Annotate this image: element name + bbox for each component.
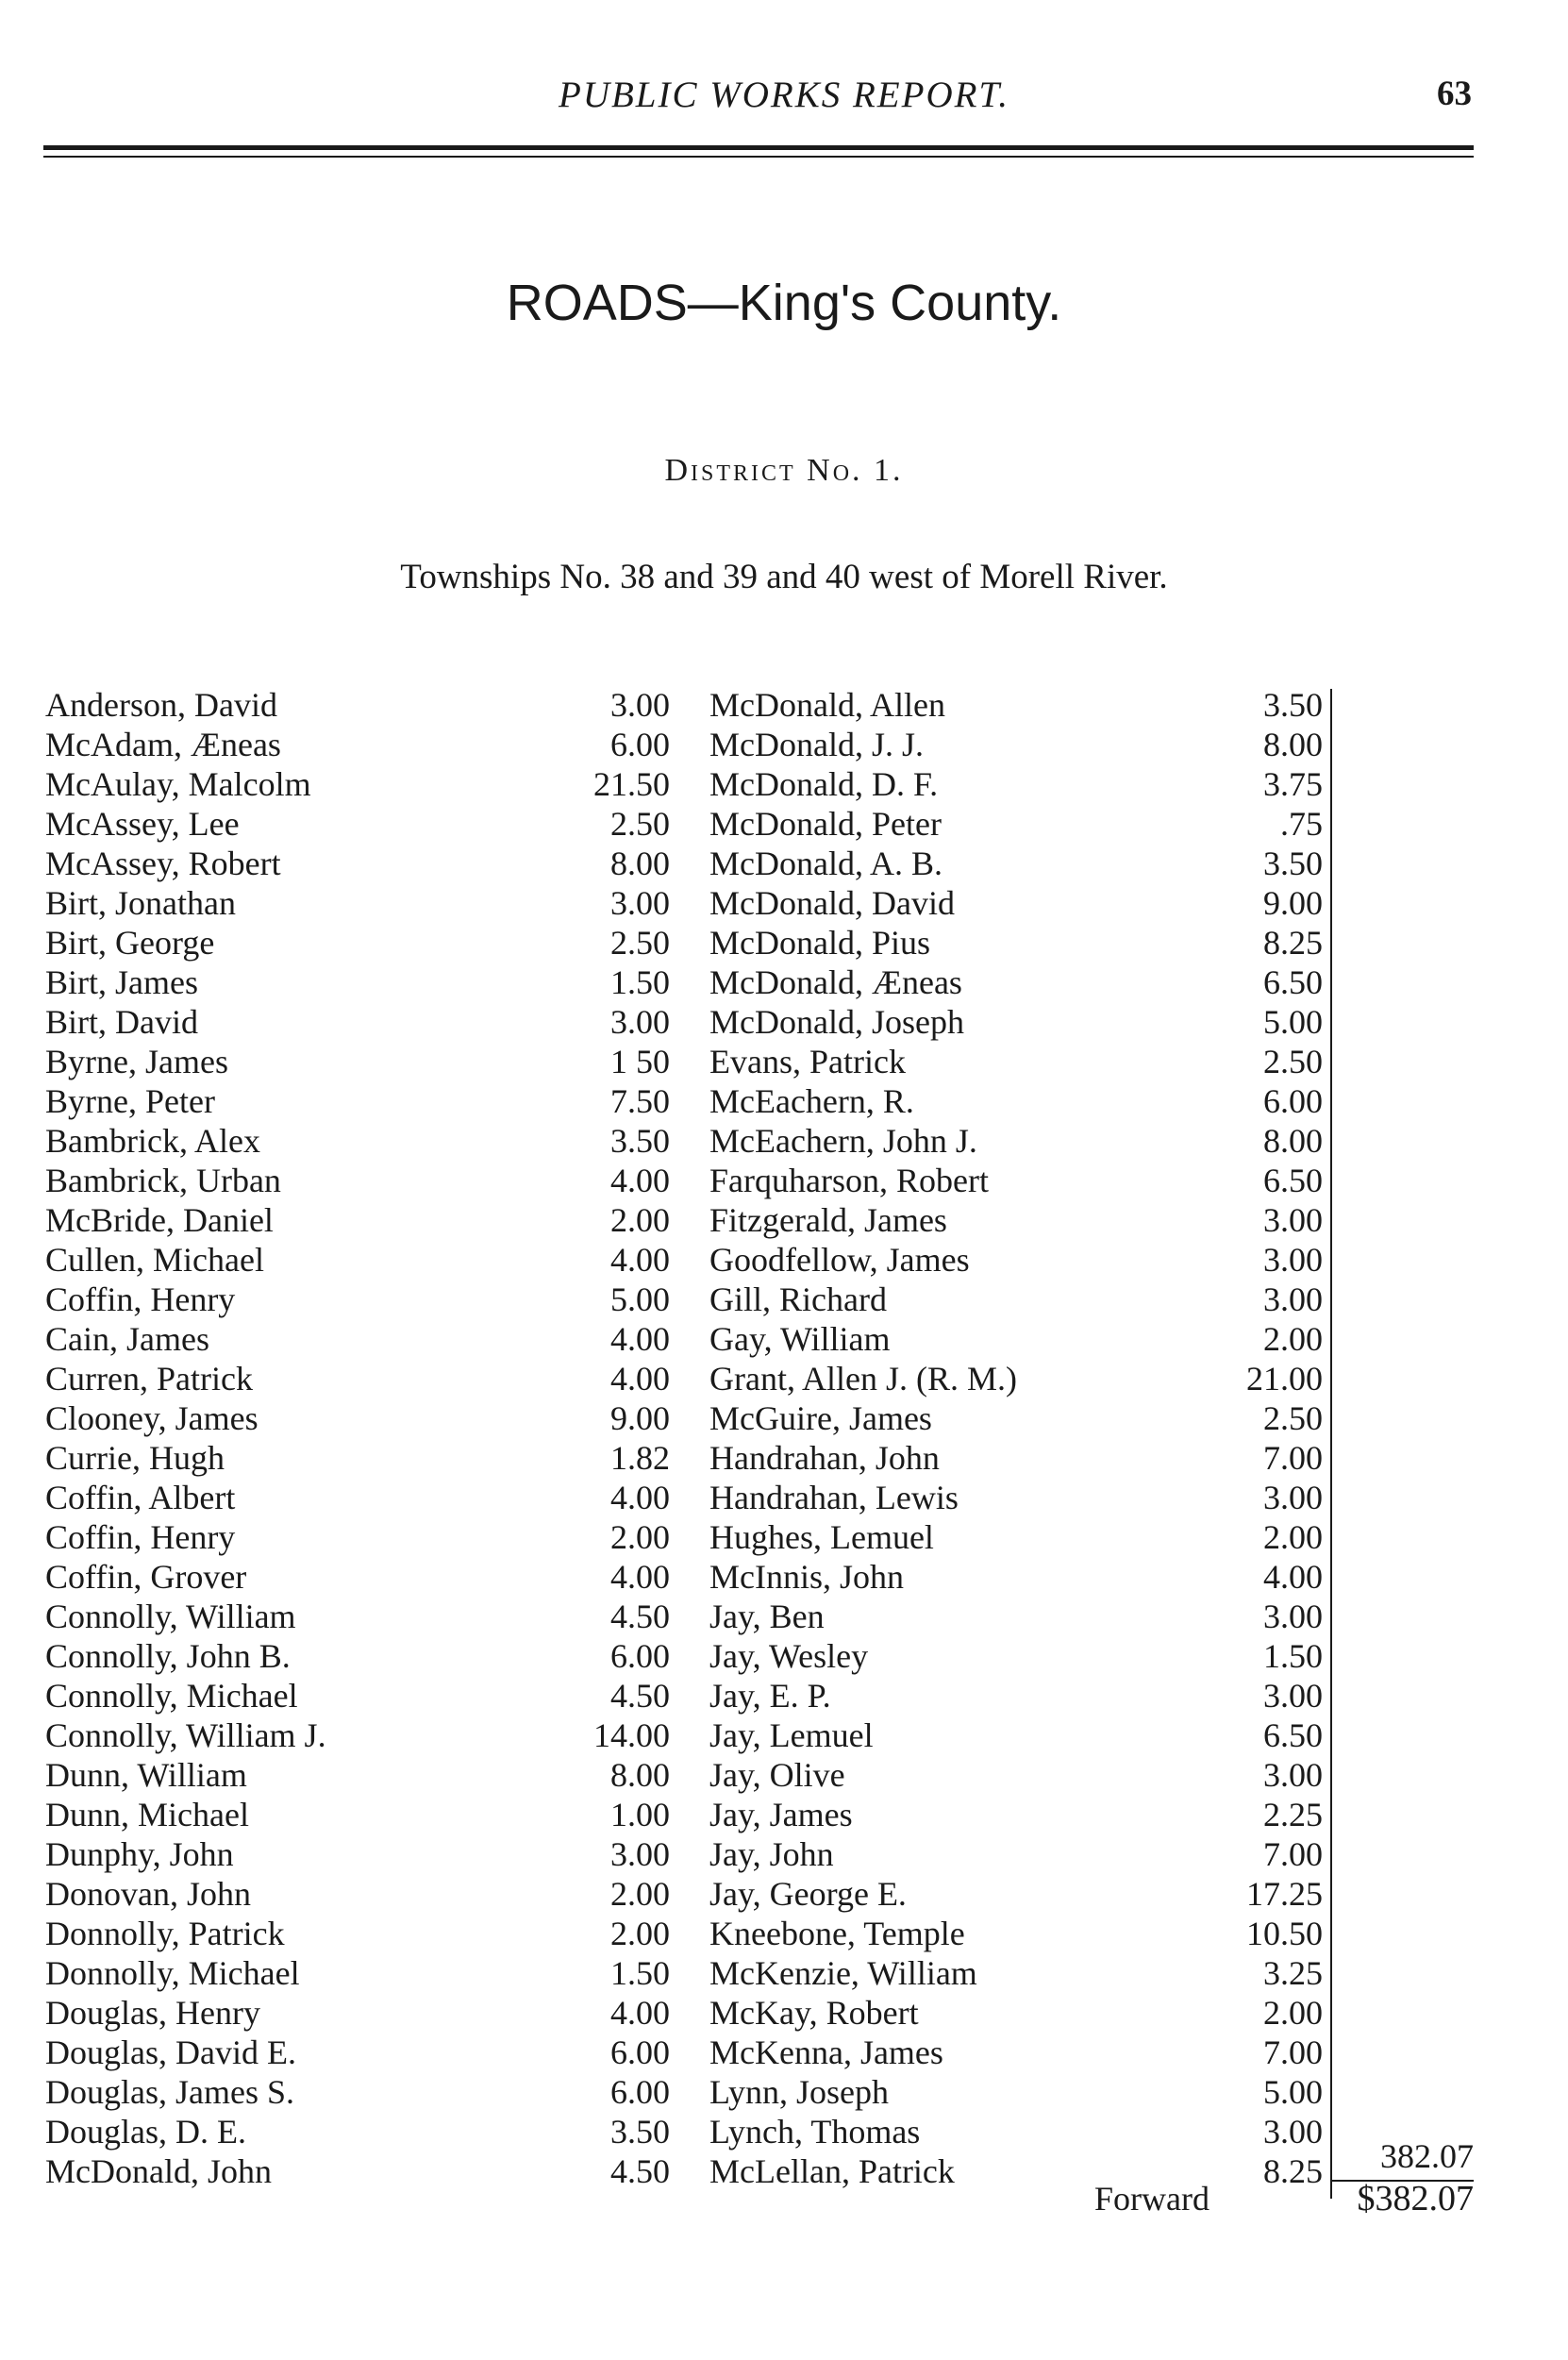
payee-name: Donovan, John	[45, 1875, 251, 1913]
payee-amount: 3.00	[610, 1003, 670, 1041]
payee-amount: 3.00	[1263, 1756, 1323, 1794]
payee-amount: 5.00	[1263, 2073, 1323, 2111]
payee-amount: 3.50	[1263, 686, 1323, 724]
payee-name: Goodfellow, James	[709, 1241, 970, 1279]
payee-amount: 7.00	[1263, 1439, 1323, 1477]
payee-name: Farquharson, Robert	[709, 1162, 989, 1199]
payee-amount: 5.00	[610, 1280, 670, 1318]
payee-name: Birt, James	[45, 963, 198, 1001]
payee-name: Jay, George E.	[709, 1875, 907, 1913]
payee-amount: 3.00	[1263, 1677, 1323, 1715]
payee-amount: 1.50	[1263, 1637, 1323, 1675]
payee-name: Clooney, James	[45, 1399, 259, 1437]
payee-name: Dunphy, John	[45, 1835, 234, 1873]
payee-name: Fitzgerald, James	[709, 1201, 947, 1239]
payee-name: Dunn, William	[45, 1756, 247, 1794]
payee-amount: 1.00	[610, 1796, 670, 1833]
payee-amount: 3.75	[1263, 765, 1323, 803]
payee-name: Kneebone, Temple	[709, 1915, 965, 1952]
payee-amount: 3.00	[1263, 1280, 1323, 1318]
payee-name: McLellan, Patrick	[709, 2152, 955, 2190]
payee-amount: 8.00	[1263, 726, 1323, 763]
running-title: PUBLIC WORKS REPORT.	[559, 75, 1009, 115]
payee-name: Gay, William	[709, 1320, 891, 1358]
payee-amount: 4.50	[610, 1598, 670, 1635]
payee-name: McKenna, James	[709, 2034, 943, 2071]
payee-name: Lynch, Thomas	[709, 2113, 921, 2151]
payee-name: Bambrick, Urban	[45, 1162, 281, 1199]
payee-amount: 21.00	[1246, 1360, 1323, 1398]
payee-name: Handrahan, Lewis	[709, 1479, 959, 1516]
payee-amount: 3.00	[1263, 1201, 1323, 1239]
payee-amount: 2.00	[610, 1518, 670, 1556]
payee-amount: 3.00	[610, 686, 670, 724]
payee-amount: 2.00	[1263, 1518, 1323, 1556]
forward-label: Forward	[1094, 2180, 1209, 2218]
payee-amount: 14.00	[593, 1716, 670, 1754]
payee-name: Curren, Patrick	[45, 1360, 253, 1398]
payee-amount: 3.00	[1263, 1479, 1323, 1516]
payee-name: McDonald, A. B.	[709, 845, 942, 882]
running-head	[0, 74, 1568, 130]
payee-name: Currie, Hugh	[45, 1439, 225, 1477]
payee-name: Connolly, John B.	[45, 1637, 291, 1675]
payee-name: Coffin, Grover	[45, 1558, 247, 1596]
payee-amount: 6.00	[610, 1637, 670, 1675]
payee-name: Cullen, Michael	[45, 1241, 264, 1279]
payee-name: McDonald, Pius	[709, 924, 930, 962]
payee-amount: 3.00	[1263, 1598, 1323, 1635]
payee-name: McDonald, Allen	[709, 686, 945, 724]
payee-amount: 3.00	[610, 884, 670, 922]
payee-name: Bambrick, Alex	[45, 1122, 260, 1160]
payee-name: McEachern, R.	[709, 1082, 914, 1120]
payee-name: Lynn, Joseph	[709, 2073, 890, 2111]
payee-amount: 2.50	[610, 805, 670, 843]
payee-amount: 4.00	[610, 1241, 670, 1279]
payee-name: Jay, Lemuel	[709, 1716, 874, 1754]
payee-name: Connolly, William J.	[45, 1716, 326, 1754]
payee-name: Jay, E. P.	[709, 1677, 831, 1715]
payee-name: McInnis, John	[709, 1558, 904, 1596]
payee-amount: 4.50	[610, 2152, 670, 2190]
payee-amount: 8.25	[1263, 2152, 1323, 2190]
payee-amount: .75	[1280, 805, 1323, 843]
payee-amount: 4.00	[610, 1320, 670, 1358]
payee-name: McAssey, Lee	[45, 805, 240, 843]
payee-amount: 4.00	[610, 1994, 670, 2032]
payee-amount: 3.50	[610, 1122, 670, 1160]
payee-amount: 2.50	[1263, 1399, 1323, 1437]
payee-amount: 2.00	[610, 1915, 670, 1952]
payee-name: Birt, David	[45, 1003, 198, 1041]
payee-amount: 9.00	[610, 1399, 670, 1437]
section-heading: ROADS—King's County.	[506, 275, 1062, 331]
header-rule-thick	[43, 145, 1474, 150]
payee-name: Jay, John	[709, 1835, 834, 1873]
payee-name: Anderson, David	[45, 686, 277, 724]
payee-name: McDonald, David	[709, 884, 955, 922]
payee-amount: 2.00	[610, 1875, 670, 1913]
payee-name: McBride, Daniel	[45, 1201, 274, 1239]
payee-name: McDonald, J. J.	[709, 726, 924, 763]
payee-name: Hughes, Lemuel	[709, 1518, 934, 1556]
payee-amount: 9.00	[1263, 884, 1323, 922]
payee-name: McDonald, D. F.	[709, 765, 939, 803]
payee-amount: 2.00	[1263, 1994, 1323, 2032]
payee-amount: 6.50	[1263, 1716, 1323, 1754]
header-rule-thin	[43, 156, 1474, 158]
payee-name: Jay, James	[709, 1796, 853, 1833]
payee-name: Birt, Jonathan	[45, 884, 236, 922]
column-total-cell	[1342, 2136, 1474, 2176]
payee-amount: 4.00	[610, 1479, 670, 1516]
payee-name: Cain, James	[45, 1320, 209, 1358]
payee-name: McAulay, Malcolm	[45, 765, 311, 803]
payee-amount: 8.25	[1263, 924, 1323, 962]
payee-name: Dunn, Michael	[45, 1796, 249, 1833]
payee-name: Coffin, Henry	[45, 1280, 236, 1318]
payee-amount: 3.00	[610, 1835, 670, 1873]
payee-amount: 2.00	[1263, 1320, 1323, 1358]
payee-amount: 3.50	[1263, 845, 1323, 882]
payee-amount: 6.00	[610, 2034, 670, 2071]
payee-amount: 1.50	[610, 1954, 670, 1992]
payee-name: Gill, Richard	[709, 1280, 887, 1318]
payee-amount: 2.50	[610, 924, 670, 962]
payee-amount: 4.00	[610, 1162, 670, 1199]
payee-amount: 1.82	[610, 1439, 670, 1477]
amount-column-rule	[1330, 689, 1332, 2199]
payee-amount: 7.50	[610, 1082, 670, 1120]
payee-name: McDonald, Æneas	[709, 963, 962, 1001]
payee-name: Connolly, William	[45, 1598, 296, 1635]
townships-line: Townships No. 38 and 39 and 40 west of Morell River.	[400, 558, 1168, 596]
payee-name: McKenzie, William	[709, 1954, 977, 1992]
payee-amount: 6.50	[1263, 963, 1323, 1001]
payee-name: Grant, Allen J. (R. M.)	[709, 1360, 1017, 1398]
payee-name: McKay, Robert	[709, 1994, 919, 2032]
payee-name: McGuire, James	[709, 1399, 932, 1437]
payee-name: McDonald, Joseph	[709, 1003, 964, 1041]
payee-name: Evans, Patrick	[709, 1043, 906, 1080]
payee-amount: 1 50	[610, 1043, 670, 1080]
payee-name: Donnolly, Patrick	[45, 1915, 285, 1952]
payee-amount: 6.00	[610, 726, 670, 763]
payee-name: Byrne, James	[45, 1043, 228, 1080]
payee-amount: 6.50	[1263, 1162, 1323, 1199]
column-total: 382.07	[1380, 2137, 1474, 2175]
payee-amount: 17.25	[1246, 1875, 1323, 1913]
payee-amount: 5.00	[1263, 1003, 1323, 1041]
payee-amount: 3.00	[1263, 2113, 1323, 2151]
payee-amount: 3.00	[1263, 1241, 1323, 1279]
payee-amount: 7.00	[1263, 1835, 1323, 1873]
payee-amount: 8.00	[610, 1756, 670, 1794]
payee-name: Douglas, Henry	[45, 1994, 260, 2032]
payee-amount: 4.00	[1263, 1558, 1323, 1596]
payee-amount: 2.50	[1263, 1043, 1323, 1080]
payee-amount: 21.50	[593, 765, 670, 803]
payee-amount: 3.25	[1263, 1954, 1323, 1992]
payee-amount: 2.25	[1263, 1796, 1323, 1833]
payee-amount: 1.50	[610, 963, 670, 1001]
payee-name: Jay, Ben	[709, 1598, 825, 1635]
payee-name: Handrahan, John	[709, 1439, 940, 1477]
payee-name: Connolly, Michael	[45, 1677, 298, 1715]
payee-amount: 10.50	[1246, 1915, 1323, 1952]
payee-name: Jay, Olive	[709, 1756, 845, 1794]
payee-amount: 6.00	[1263, 1082, 1323, 1120]
payee-amount: 4.00	[610, 1558, 670, 1596]
forward-row	[0, 2176, 1568, 2221]
payee-amount: 4.50	[610, 1677, 670, 1715]
payee-amount: 7.00	[1263, 2034, 1323, 2071]
payee-name: Coffin, Henry	[45, 1518, 236, 1556]
forward-amount: $382.07	[1357, 2179, 1474, 2218]
payee-amount: 3.50	[610, 2113, 670, 2151]
payee-name: McEachern, John J.	[709, 1122, 977, 1160]
payee-name: Douglas, James S.	[45, 2073, 294, 2111]
payee-amount: 8.00	[1263, 1122, 1323, 1160]
payee-name: McAssey, Robert	[45, 845, 281, 882]
payee-name: McDonald, Peter	[709, 805, 942, 843]
page-number: 63	[1437, 75, 1472, 113]
payee-name: Donnolly, Michael	[45, 1954, 300, 1992]
payee-amount: 2.00	[610, 1201, 670, 1239]
payee-amount: 8.00	[610, 845, 670, 882]
payee-name: Douglas, David E.	[45, 2034, 296, 2071]
payee-name: Douglas, D. E.	[45, 2113, 246, 2151]
payee-name: Birt, George	[45, 924, 215, 962]
payee-name: McDonald, John	[45, 2152, 272, 2190]
payee-name: McAdam, Æneas	[45, 726, 281, 763]
payee-name: Coffin, Albert	[45, 1479, 236, 1516]
payee-amount: 6.00	[610, 2073, 670, 2111]
payee-name: Byrne, Peter	[45, 1082, 215, 1120]
payee-name: Jay, Wesley	[709, 1637, 869, 1675]
payee-amount: 4.00	[610, 1360, 670, 1398]
district-subheading: District No. 1.	[664, 453, 904, 488]
